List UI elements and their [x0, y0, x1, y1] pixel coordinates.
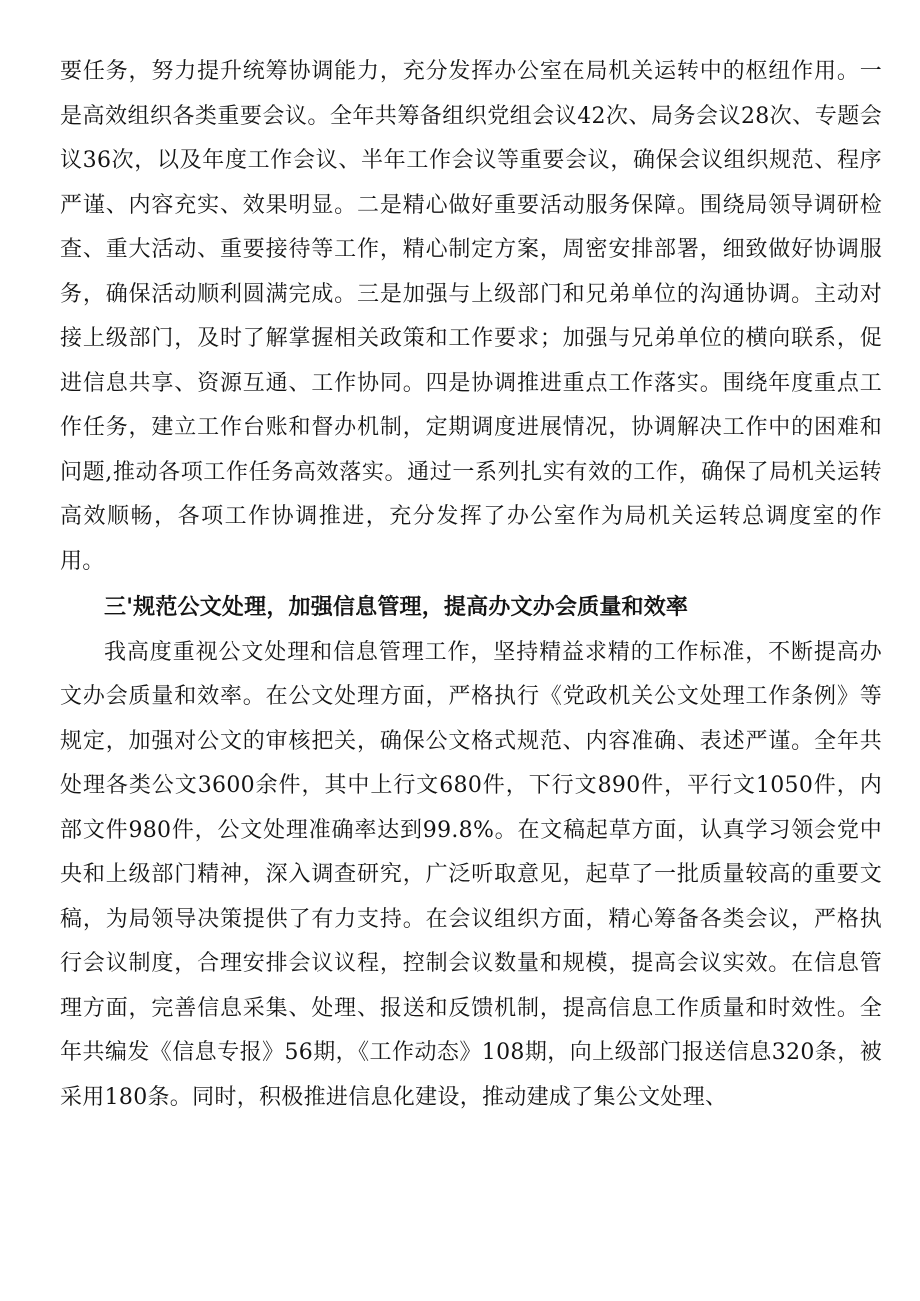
body-paragraph-continued: 要任务，努力提升统筹协调能力，充分发挥办公室在局机关运转中的枢纽作用。一是高效组织各类重要会议。全年共筹备组织党组会议42次、局务会议28次、专题会议36次，以及年度工作会议、半年工作会议等重要会议，确保会议组织规范、程序严谨、内容充实、效果明显。二是精心做好重要活动服务保障。围绕局领导调研检查、重大活动、重要接待等工作，精心制定方案，周密安排部署，细致做好协调服务，确保活动顺利圆满完成。三是加强与上级部门和兄弟单位的沟通协调。主动对接上级部门，及时了解掌握相关政策和工作要求；加强与兄弟单位的横向联系，促进信息共享、资源互通、工作协同。四是协调推进重点工作落实。围绕年度重点工作任务，建立工作台账和督办机制，定期调度进展情况，协调解决工作中的困难和问题,推动各项工作任务高效落实。通过一系列扎实有效的工作，确保了局机关运转高效顺畅，各项工作协调推进，充分发挥了办公室作为局机关运转总调度室的作用。 — [60, 59, 882, 574]
document-page — [60, 50, 882, 1120]
section-heading: 三'规范公文处理，加强信息管理，提高办文办会质量和效率 — [104, 595, 689, 620]
body-paragraph: 我高度重视公文处理和信息管理工作，坚持精益求精的工作标准，不断提高办文办会质量和效率。在公文处理方面，严格执行《党政机关公文处理工作条例》等规定，加强对公文的审核把关，确保公文格式规范、内容准确、表述严谨。全年共处理各类公文3600余件，其中上行文680件，下行文890件，平行文1050件，内部文件980件，公文处理准确率达到99.8%。在文稿起草方面，认真学习领会党中央和上级部门精神，深入调查研究，广泛听取意见，起草了一批质量较高的重要文稿，为局领导决策提供了有力支持。在会议组织方面，精心筹备各类会议，严格执行会议制度，合理安排会议议程，控制会议数量和规模，提高会议实效。在信息管理方面，完善信息采集、处理、报送和反馈机制，提高信息工作质量和时效性。全年共编发《信息专报》56期，《工作动态》108期，向上级部门报送信息320条，被采用180条。同时，积极推进信息化建设，推动建成了集公文处理、 — [60, 639, 882, 1110]
